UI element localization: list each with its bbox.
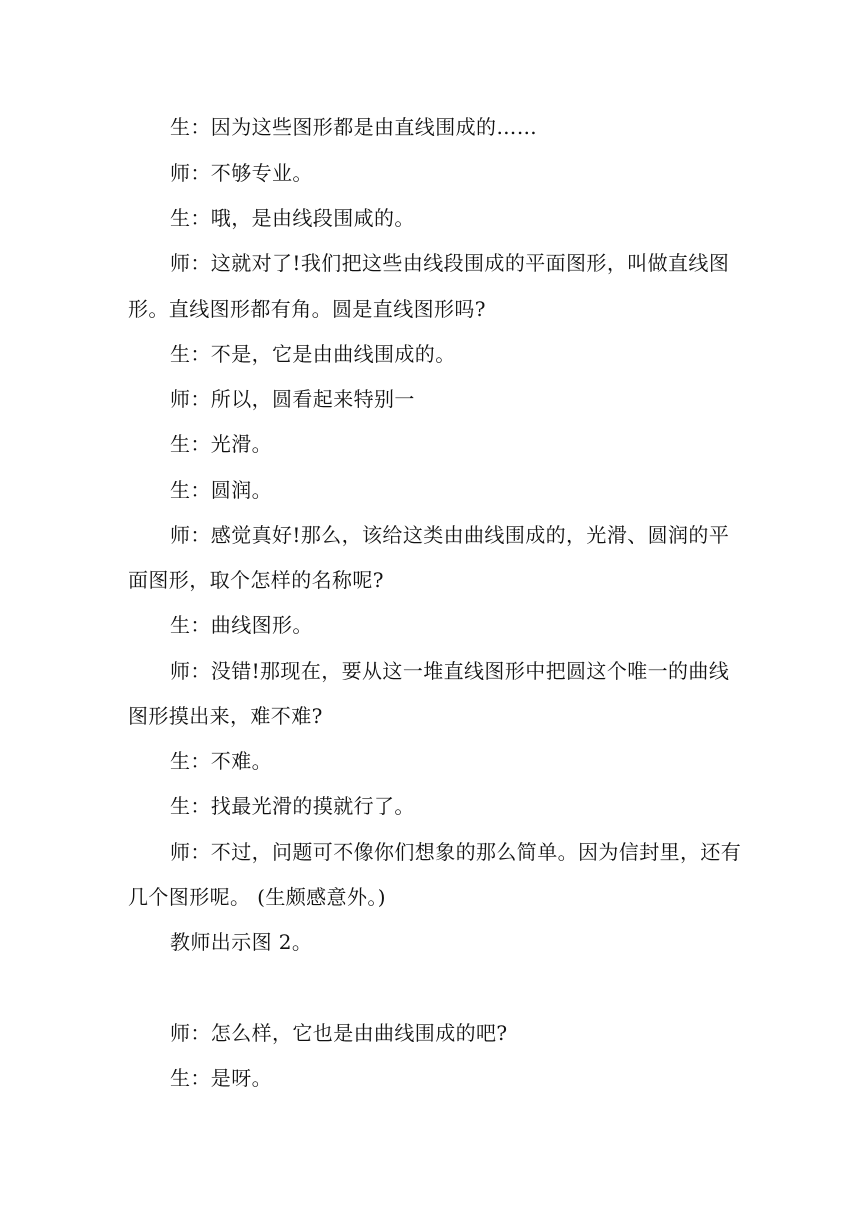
paragraph-line: 生：光滑。	[170, 432, 272, 456]
paragraph-line: 生：找最光滑的摸就行了。	[170, 794, 415, 818]
paragraph-line: 面图形，取个怎样的名称呢?	[128, 568, 384, 592]
paragraph-line: 生：不难。	[170, 749, 272, 773]
paragraph-line: 几个图形呢。 (生颇感意外。)	[128, 885, 386, 909]
paragraph-line: 师：不够专业。	[170, 161, 313, 185]
paragraph-line: 图形摸出来，难不难?	[128, 704, 323, 728]
paragraph-line: 师：怎么样，它也是由曲线围成的吧?	[170, 1021, 508, 1045]
paragraph-line: 生：曲线图形。	[170, 613, 313, 637]
paragraph-line: 生：圆润。	[170, 478, 272, 502]
paragraph-line: 生：是呀。	[170, 1066, 272, 1090]
paragraph-line: 教师出示图 2。	[170, 930, 313, 954]
paragraph-line: 生：哦，是由线段围咸的。	[170, 206, 415, 230]
paragraph-line: 师：这就对了!我们把这些由线段围成的平面图形，叫做直线图	[170, 251, 730, 275]
paragraph-line: 师：所以，圆看起来特别一	[170, 387, 415, 411]
paragraph-line: 生：因为这些图形都是由直线围成的……	[170, 115, 538, 139]
paragraph-line: 师：感觉真好!那么，该给这类由曲线围成的，光滑、圆润的平	[170, 523, 730, 547]
paragraph-line: 师：不过，问题可不像你们想象的那么简单。因为信封里，还有	[170, 840, 742, 864]
paragraph-line: 生：不是，它是由曲线围成的。	[170, 342, 456, 366]
paragraph-line: 师：没错!那现在，要从这一堆直线图形中把圆这个唯一的曲线	[170, 659, 730, 683]
paragraph-line: 形。直线图形都有角。圆是直线图形吗?	[128, 297, 486, 321]
